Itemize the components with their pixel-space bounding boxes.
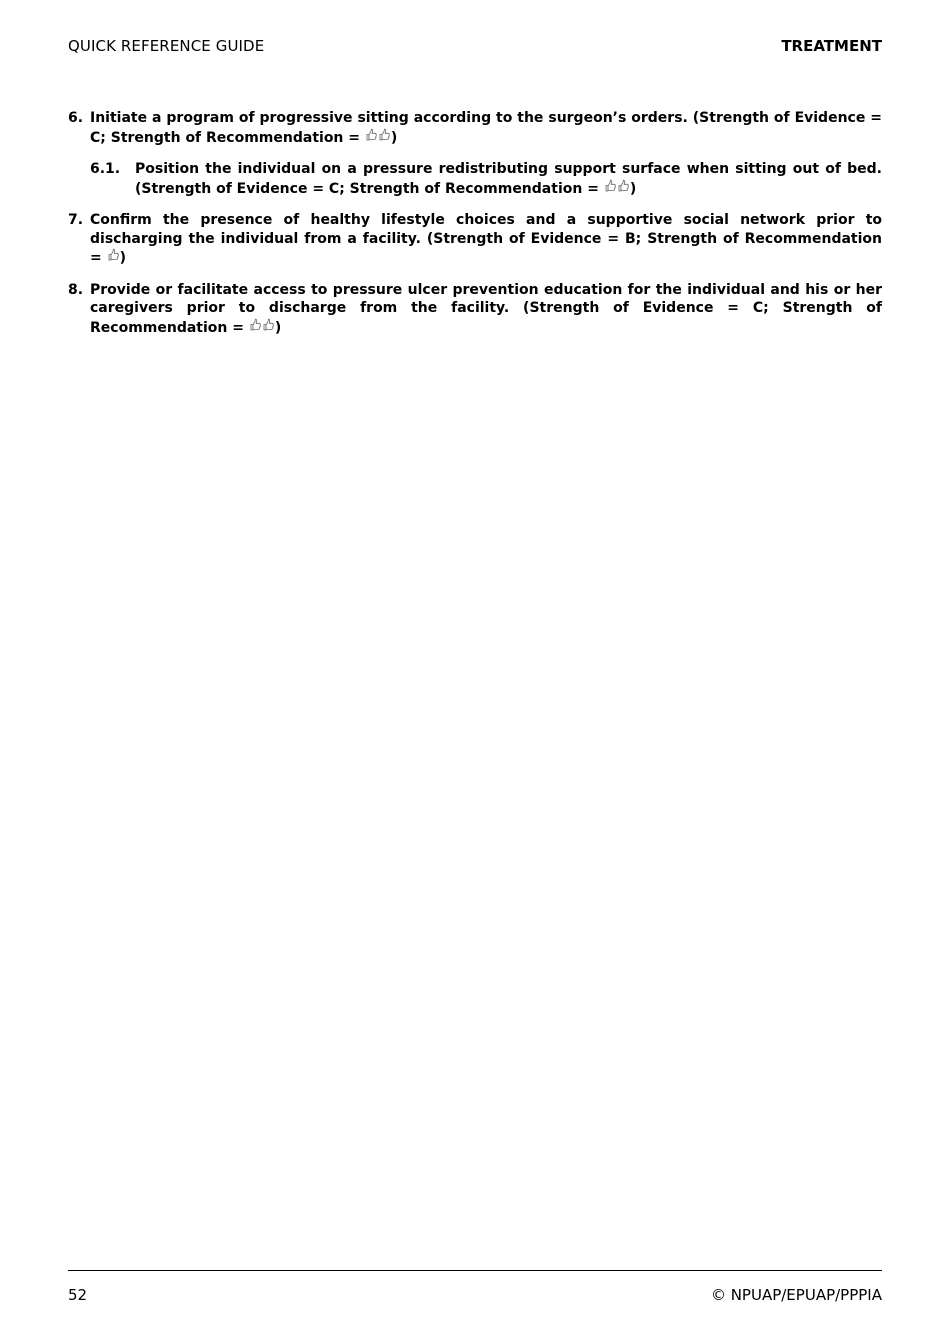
item-number: 8. <box>68 281 84 298</box>
item-text: Confirm the presence of healthy lifestyle choices and a supportive social network prior to discharging the individual from a facility. (Strength of Evidence = B; Strength of Recommendation = <box>90 212 882 266</box>
thumbs-up-icon <box>617 179 629 192</box>
page-header <box>68 37 882 57</box>
item-text: Provide or facilitate access to pressure ulcer prevention education for the individual and his or her caregivers prior to discharge from the facility. (Strength of Evidence = C; Strength of Recommendation = <box>90 281 882 336</box>
strength-thumbs <box>249 320 275 336</box>
recommendation-item <box>68 109 882 147</box>
recommendation-list <box>68 109 882 350</box>
strength-thumbs <box>604 181 630 197</box>
thumbs-up-icon <box>262 318 274 331</box>
page-number: 52 <box>68 1286 88 1304</box>
thumbs-up-icon <box>378 128 390 141</box>
strength-thumbs <box>107 250 120 266</box>
thumbs-up-icon <box>107 248 119 261</box>
item-number: 6.1. <box>90 161 121 177</box>
item-close: ) <box>390 129 398 146</box>
recommendation-item <box>68 281 882 338</box>
item-number: 6. <box>68 110 84 126</box>
thumbs-up-icon <box>365 128 377 141</box>
item-text: Position the individual on a pressure redistributing support surface when sitting out of bed. (Strength of Evidence = C; Strength of Recommendation = <box>135 161 882 197</box>
item-text: Initiate a program of progressive sitting according to the surgeon’s orders. (Strength of Evidence = C; Strength of Recommendation = <box>90 110 882 146</box>
recommendation-item <box>68 211 882 268</box>
item-number: 7. <box>68 212 84 228</box>
section-title: TREATMENT <box>781 37 882 55</box>
guide-title: QUICK REFERENCE GUIDE <box>68 37 265 55</box>
recommendation-subitem <box>68 160 882 198</box>
copyright: © NPUAP/EPUAP/PPPIA <box>710 1286 882 1304</box>
footer-divider <box>68 1270 882 1271</box>
thumbs-up-icon <box>249 318 261 331</box>
thumbs-up-icon <box>604 179 616 192</box>
page-footer <box>68 1286 882 1306</box>
strength-thumbs <box>365 130 391 146</box>
item-close: ) <box>274 319 282 336</box>
item-close: ) <box>119 250 127 266</box>
item-close: ) <box>629 180 637 197</box>
